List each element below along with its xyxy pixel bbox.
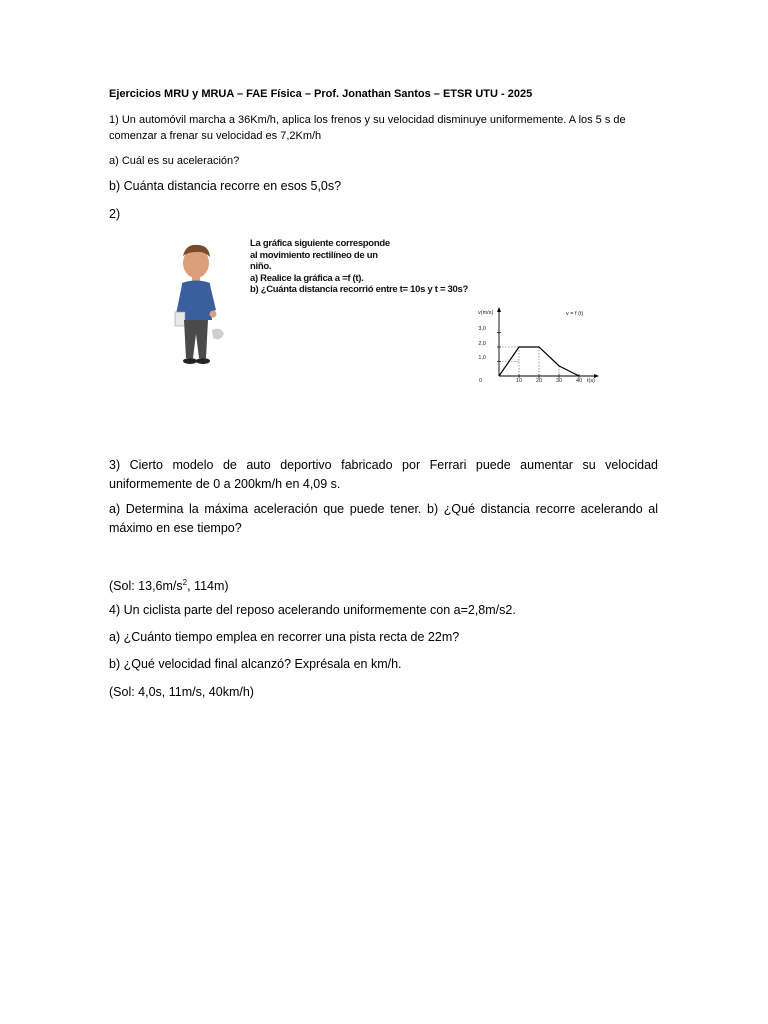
exercise-1-question-b: b) Cuánta distancia recorre en esos 5,0s?	[109, 179, 342, 193]
exercise-4-solution: (Sol: 4,0s, 11m/s, 40km/h)	[109, 685, 254, 699]
exercise-1-line-2: comenzar a frenar su velocidad es 7,2Km/h	[109, 130, 322, 142]
exercise-3-statement: 3) Cierto modelo de auto deportivo fabricado por Ferrari puede aumentar su velocidad uniformemente de 0 a 200km/h en 4,09 s.	[109, 458, 658, 491]
solution-text: (Sol: 13,6m/s	[109, 579, 183, 594]
exercise-4-question-a: a) ¿Cuánto tiempo emplea en recorrer una pista recta de 22m?	[109, 630, 460, 644]
x-tick-label: 10	[515, 378, 523, 384]
y-tick-label: 3,0	[478, 326, 486, 332]
exercise-4-question-b: b) ¿Qué velocidad final alcanzó? Exprésala en km/h.	[109, 657, 402, 671]
walking-child-illustration	[166, 238, 228, 373]
origin-label: 0	[479, 378, 483, 384]
exercise-4-statement: 4) Un ciclista parte del reposo acelerando uniformemente con a=2,8m/s2.	[109, 603, 516, 617]
x-axis-arrow	[594, 374, 599, 378]
figure-text-line: niño.	[250, 261, 272, 272]
velocity-time-graph	[474, 303, 604, 391]
y-axis-label: v(m/s)	[478, 310, 494, 316]
solution-text: , 114m)	[187, 579, 229, 594]
figure-text-line: b) ¿Cuánta distancia recorrió entre t= 10s y t = 30s?	[250, 284, 468, 295]
x-tick-label: 40	[575, 378, 583, 384]
figure-text-line: a) Realice la gráfica a =f (t).	[250, 272, 364, 284]
x-axis-unit: t(s)	[587, 378, 595, 384]
exercise-1-question-a: a) Cuál es su aceleración?	[109, 155, 240, 167]
exercise-1-line-1: 1) Un automóvil marcha a 36Km/h, aplica los frenos y su velocidad disminuye uniformemente. A los 5 s de	[109, 114, 626, 126]
y-axis-arrow	[497, 307, 501, 312]
exercise-2-number: 2)	[109, 207, 121, 221]
y-tick-label: 2,0	[478, 341, 486, 347]
function-label: v = f (t)	[566, 311, 584, 317]
y-tick-label: 1,0	[478, 355, 486, 361]
exercise-2-figure-text	[250, 238, 490, 296]
x-tick-label: 20	[535, 378, 543, 384]
exercise-3-questions: a) Determina la máxima aceleración que puede tener. b) ¿Qué distancia recorre acelerando al máximo en ese tiempo?	[109, 502, 658, 535]
document-title: Ejercicios MRU y MRUA – FAE Física – Prof. Jonathan Santos – ETSR UTU - 2025	[109, 88, 533, 100]
exercise-3-solution	[109, 573, 658, 596]
figure-text-line: al movimiento rectilíneo de un	[250, 249, 378, 261]
figure-text-line: La gráfica siguiente corresponde	[250, 238, 390, 249]
x-tick-label: 30	[555, 378, 563, 384]
solution-superscript: 2	[182, 578, 188, 587]
